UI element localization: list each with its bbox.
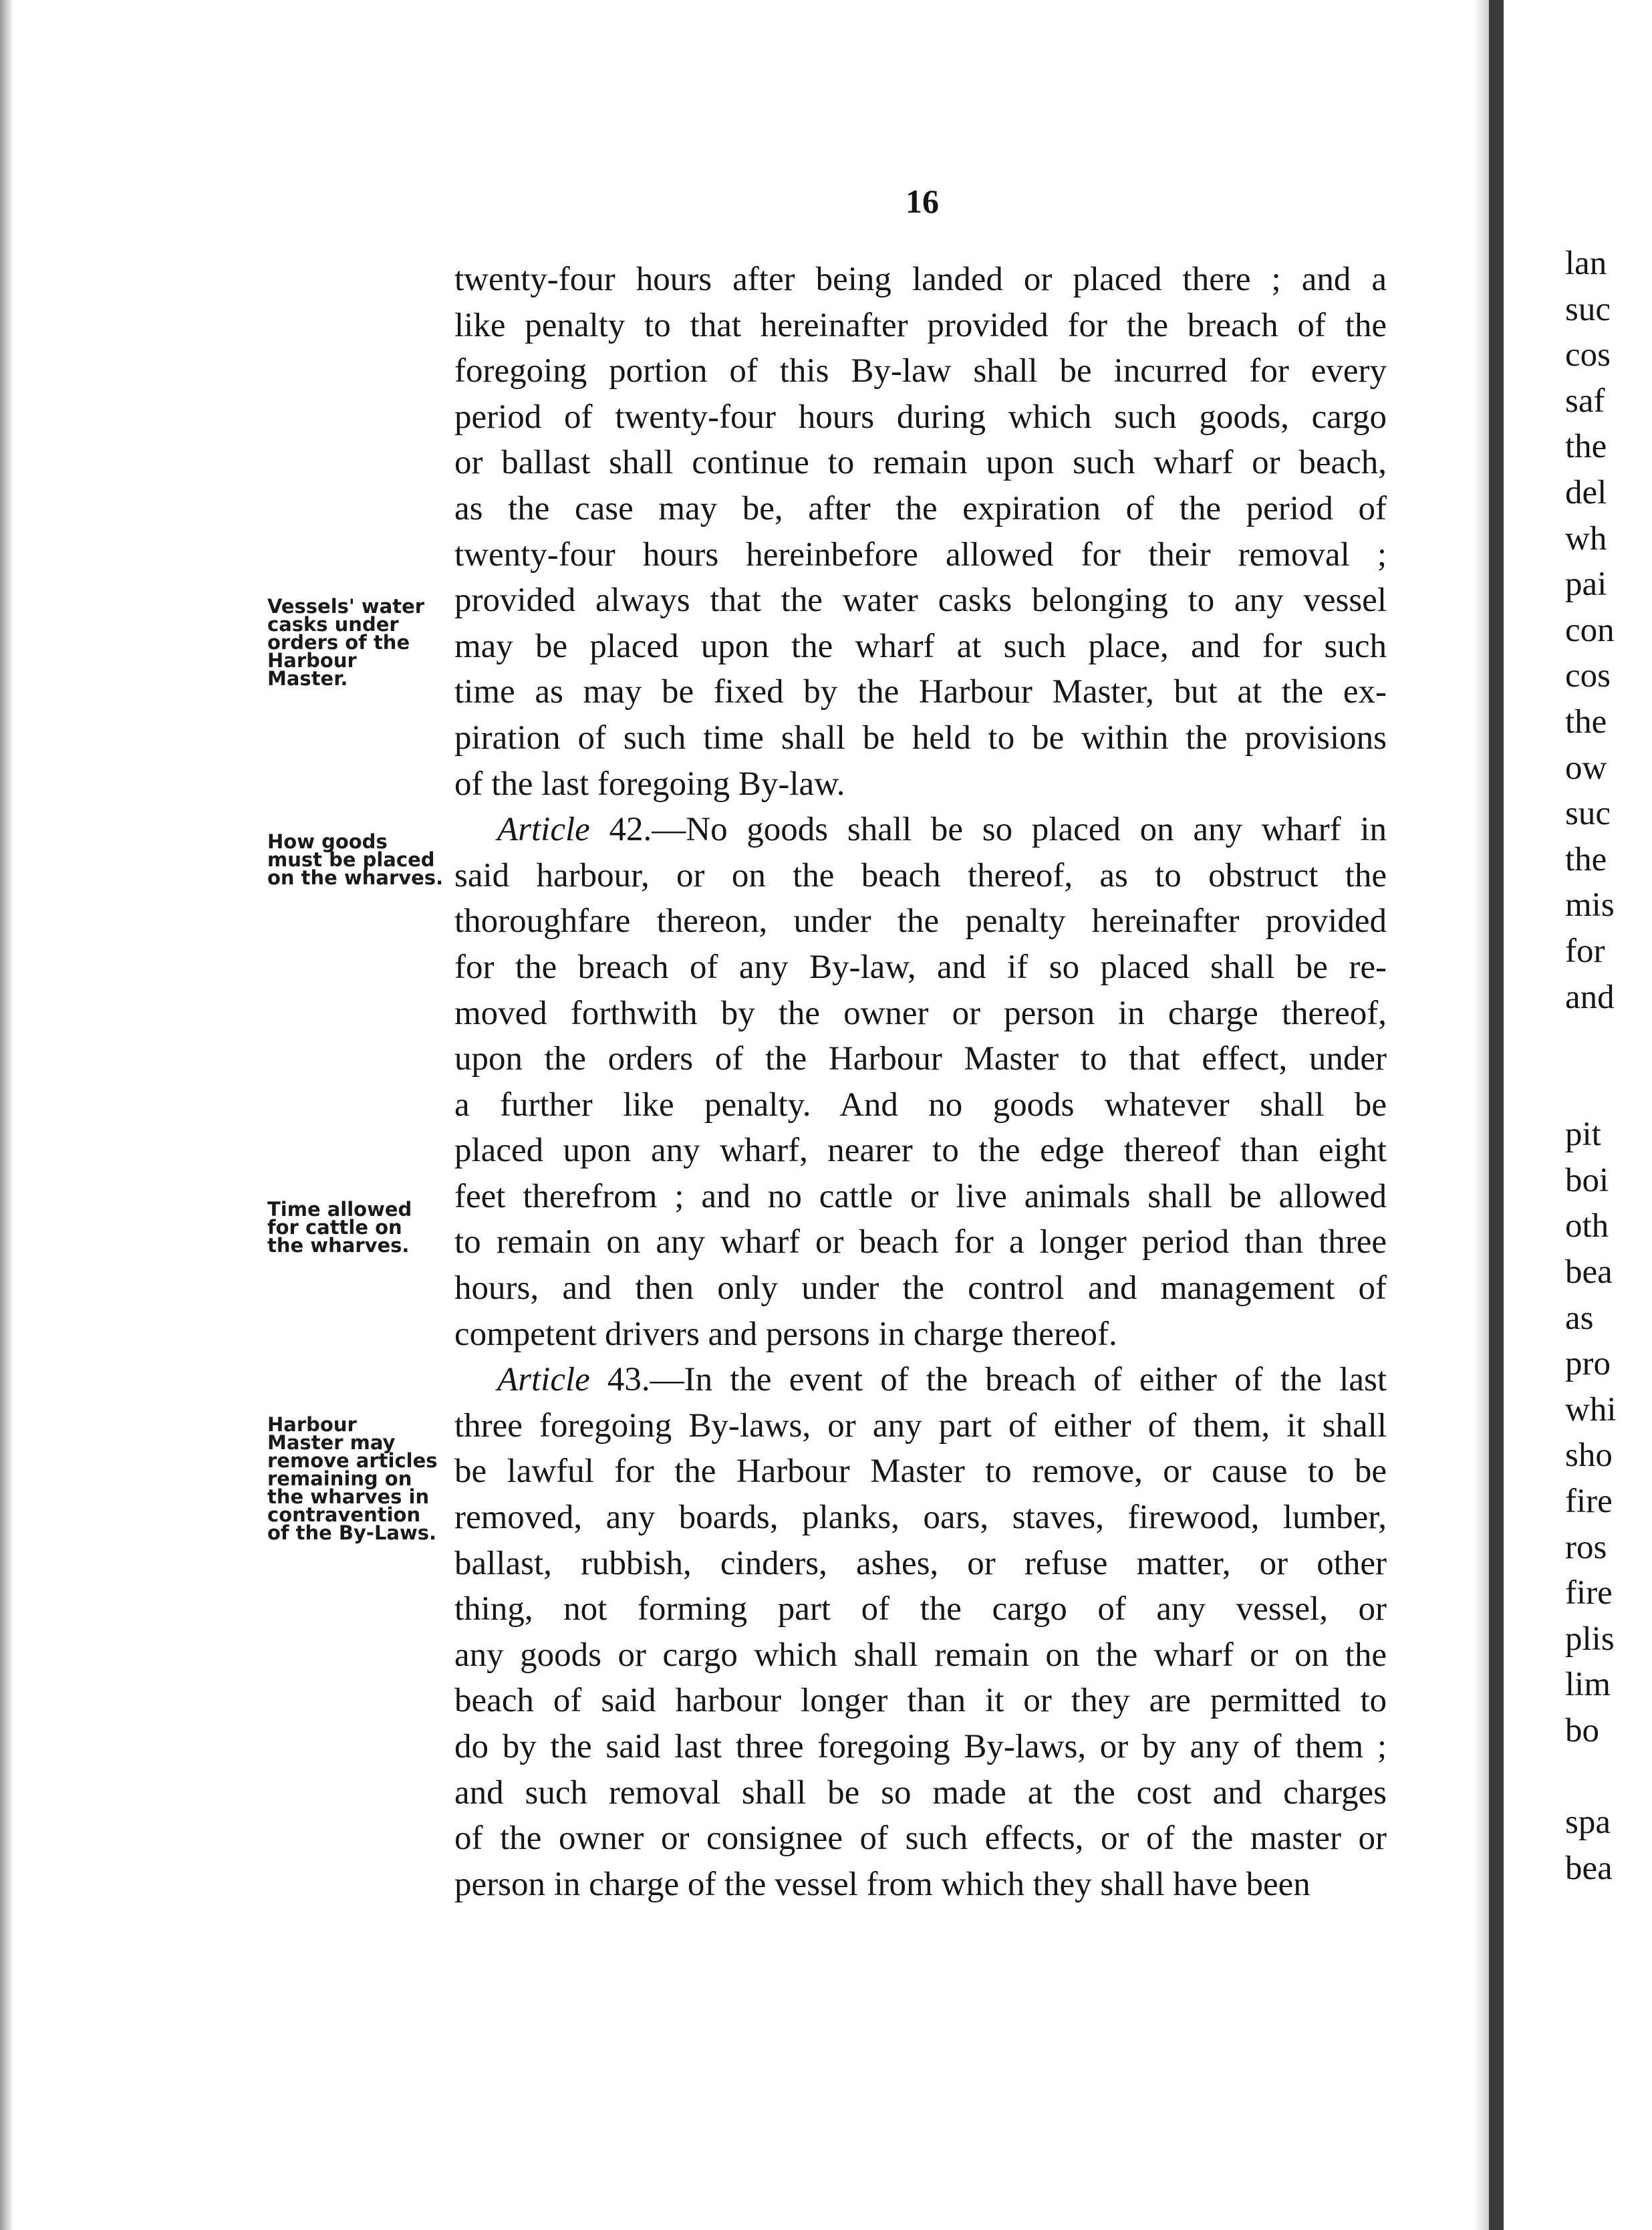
line-text: beach of said harbour longer than it or they are permitted to: [454, 1682, 1387, 1720]
facing-page-line: [1504, 1066, 1652, 1112]
text-line: [454, 898, 1387, 945]
text-line: [454, 578, 1387, 624]
text-line: [454, 1174, 1387, 1220]
facing-page-line: the: [1565, 428, 1607, 466]
line-text: piration of such time shall be held to be within the provisions: [454, 719, 1387, 757]
margin-note-line: Master.: [267, 667, 348, 690]
line-text: any goods or cargo which shall remain on the wharf or on the: [454, 1636, 1387, 1674]
text-line: [454, 532, 1387, 578]
line-text: a further like penalty. And no goods whatever shall be: [454, 1086, 1387, 1124]
facing-page-line: the: [1565, 840, 1607, 878]
line-text: hours, and then only under the control and management of: [454, 1269, 1387, 1308]
facing-page-line: [1504, 1020, 1652, 1066]
line-text: may be placed upon the wharf at such place, and for such: [454, 627, 1387, 665]
facing-page-line: [1504, 1754, 1652, 1800]
facing-page-line: whi: [1565, 1390, 1617, 1429]
body-text: [454, 257, 1387, 1907]
line-text: placed upon any wharf, nearer to the edge thereof than eight: [454, 1132, 1387, 1170]
line-text: as the case may be, after the expiration of the period of: [454, 489, 1387, 527]
facing-page-line: pit: [1565, 1116, 1601, 1154]
line-text: of the last foregoing By-law.: [454, 765, 845, 803]
margin-note-line: Harbour: [267, 649, 357, 672]
text-line: [454, 624, 1387, 670]
facing-page-line: ow: [1565, 749, 1607, 787]
facing-page-line: pai: [1565, 566, 1607, 604]
facing-page-line: fire: [1565, 1483, 1613, 1521]
text-line: [454, 1357, 1387, 1403]
margin-note-line: the wharves.: [267, 1234, 410, 1257]
facing-page-line: spa: [1565, 1804, 1611, 1842]
line-text: provided always that the water casks belonging to any vessel: [454, 582, 1387, 620]
facing-page-line: bo: [1565, 1712, 1599, 1749]
margin-note-line: must be placed: [267, 848, 435, 871]
facing-page-line: ros: [1565, 1528, 1607, 1566]
text-line: [454, 1678, 1387, 1724]
text-line: [454, 945, 1387, 991]
text-line: [454, 486, 1387, 532]
gutter-shadow: [1474, 0, 1489, 2230]
line-text: period of twenty-four hours during which such goods, cargo: [454, 398, 1387, 436]
line-text: removed, any boards, planks, oars, staves, firewood, lumber,: [454, 1499, 1387, 1537]
facing-page-line: plis: [1565, 1620, 1615, 1658]
margin-note-line: Harbour: [267, 1413, 357, 1436]
line-text: upon the orders of the Harbour Master to that effect, under: [454, 1040, 1387, 1078]
margin-note-line: orders of the: [267, 631, 410, 654]
article-heading: Article: [497, 811, 590, 849]
text-line: [454, 1541, 1387, 1587]
line-text: competent drivers and persons in charge thereof.: [454, 1315, 1117, 1353]
margin-note-line: remaining on: [267, 1467, 412, 1490]
margin-note: [267, 1198, 451, 1257]
book-gutter: [1489, 0, 1504, 2230]
line-text: twenty-four hours hereinbefore allowed for their removal ;: [454, 535, 1387, 574]
facing-page-line: and: [1565, 978, 1615, 1016]
margin-note-line: remove articles: [267, 1449, 438, 1472]
text-line: [454, 853, 1387, 899]
text-line: [454, 1632, 1387, 1679]
margin-note-line: of the By-Laws.: [267, 1521, 437, 1544]
facing-page-line: boi: [1565, 1161, 1609, 1199]
line-text: feet therefrom ; and no cattle or live animals shall be allowed: [454, 1177, 1387, 1215]
facing-page-fragment: [1504, 241, 1652, 1891]
line-text: thing, not forming part of the cargo of any vessel, or: [454, 1590, 1387, 1628]
line-text: of the owner or consignee of such effects, or of the master or: [454, 1820, 1387, 1858]
line-text: ballast, rubbish, cinders, ashes, or refuse matter, or other: [454, 1544, 1387, 1582]
line-text: be lawful for the Harbour Master to remove, or cause to be: [454, 1453, 1387, 1491]
margin-note: [267, 830, 451, 889]
line-text: 43.—In the event of the breach of either of the last: [589, 1361, 1387, 1399]
facing-page-line: fire: [1565, 1574, 1613, 1612]
facing-page-line: lan: [1565, 245, 1607, 282]
text-line: [454, 807, 1387, 853]
line-text: thoroughfare thereon, under the penalty hereinafter provided: [454, 902, 1387, 941]
margin-note-line: the wharves in: [267, 1485, 430, 1508]
facing-page-line: cos: [1565, 336, 1611, 374]
page-left-edge-shadow: [0, 0, 12, 2230]
text-line: [454, 1312, 1387, 1358]
margin-note-line: for cattle on: [267, 1216, 402, 1239]
facing-page-line: wh: [1565, 519, 1607, 558]
line-text: twenty-four hours after being landed or placed there ; and a: [454, 261, 1387, 298]
line-text: and such removal shall be so made at the cost and charges: [454, 1773, 1387, 1812]
margin-note-line: Master may: [267, 1431, 396, 1454]
text-line: [454, 1082, 1387, 1128]
line-text: 42.—No goods shall be so placed on any wharf in: [589, 811, 1387, 849]
line-text: time as may be fixed by the Harbour Master, but at the ex-: [454, 673, 1387, 711]
text-line: [454, 1816, 1387, 1862]
facing-page-line: suc: [1565, 795, 1611, 833]
facing-page-line: con: [1565, 611, 1615, 649]
text-line: [454, 1724, 1387, 1770]
text-line: [454, 1770, 1387, 1816]
facing-page-line: suc: [1565, 290, 1611, 328]
text-line: [454, 715, 1387, 761]
facing-page-line: for: [1565, 932, 1605, 970]
text-line: [454, 1495, 1387, 1541]
text-line: [454, 991, 1387, 1037]
text-line: [454, 1403, 1387, 1449]
line-text: foregoing portion of this By-law shall be incurred for every: [454, 352, 1387, 390]
text-line: [454, 348, 1387, 394]
text-line: [454, 1219, 1387, 1265]
text-line: [454, 440, 1387, 486]
text-line: [454, 669, 1387, 715]
margin-note: [267, 1413, 451, 1544]
text-line: [454, 394, 1387, 441]
facing-page-line: lim: [1565, 1666, 1611, 1704]
facing-page-line: mis: [1565, 886, 1615, 924]
facing-page-line: sho: [1565, 1437, 1613, 1475]
text-line: [454, 303, 1387, 349]
facing-page-line: pro: [1565, 1345, 1611, 1383]
facing-page-line: saf: [1565, 382, 1605, 420]
margin-note: [267, 595, 451, 690]
text-line: [454, 1862, 1387, 1908]
margin-note-line: Vessels' water: [267, 595, 425, 618]
line-text: said harbour, or on the beach thereof, as to obstruct the: [454, 856, 1387, 894]
line-text: do by the said last three foregoing By-laws, or by any of them ;: [454, 1728, 1387, 1765]
margin-note-line: on the wharves.: [267, 866, 444, 889]
facing-page-line: bea: [1565, 1849, 1613, 1887]
facing-page-line: oth: [1565, 1207, 1609, 1245]
line-text: like penalty to that hereinafter provided for the breach of the: [454, 306, 1387, 344]
text-line: [454, 1586, 1387, 1632]
margin-note-line: casks under: [267, 613, 399, 636]
text-line: [454, 1449, 1387, 1495]
text-line: [454, 1128, 1387, 1174]
page-number: 16: [906, 182, 939, 220]
line-text: to remain on any wharf or beach for a longer period than three: [454, 1223, 1387, 1261]
text-line: [454, 1265, 1387, 1312]
article-heading: Article: [497, 1361, 590, 1399]
text-line: [454, 761, 1387, 808]
text-line: [454, 257, 1387, 303]
line-text: for the breach of any By-law, and if so placed shall be re-: [454, 948, 1387, 986]
facing-page-line: del: [1565, 473, 1607, 511]
facing-page-line: cos: [1565, 657, 1611, 695]
text-line: [454, 1036, 1387, 1082]
margin-note-line: Time allowed: [267, 1198, 412, 1221]
facing-page-line: as: [1565, 1299, 1594, 1337]
margin-note-line: How goods: [267, 830, 388, 853]
line-text: moved forthwith by the owner or person in charge thereof,: [454, 994, 1387, 1032]
line-text: or ballast shall continue to remain upon such wharf or beach,: [454, 444, 1387, 482]
line-text: three foregoing By-laws, or any part of either of them, it shall: [454, 1406, 1387, 1445]
facing-page-line: bea: [1565, 1253, 1613, 1291]
facing-page-line: the: [1565, 703, 1607, 741]
line-text: person in charge of the vessel from which they shall have been: [454, 1865, 1311, 1903]
margin-note-line: contravention: [267, 1503, 421, 1526]
